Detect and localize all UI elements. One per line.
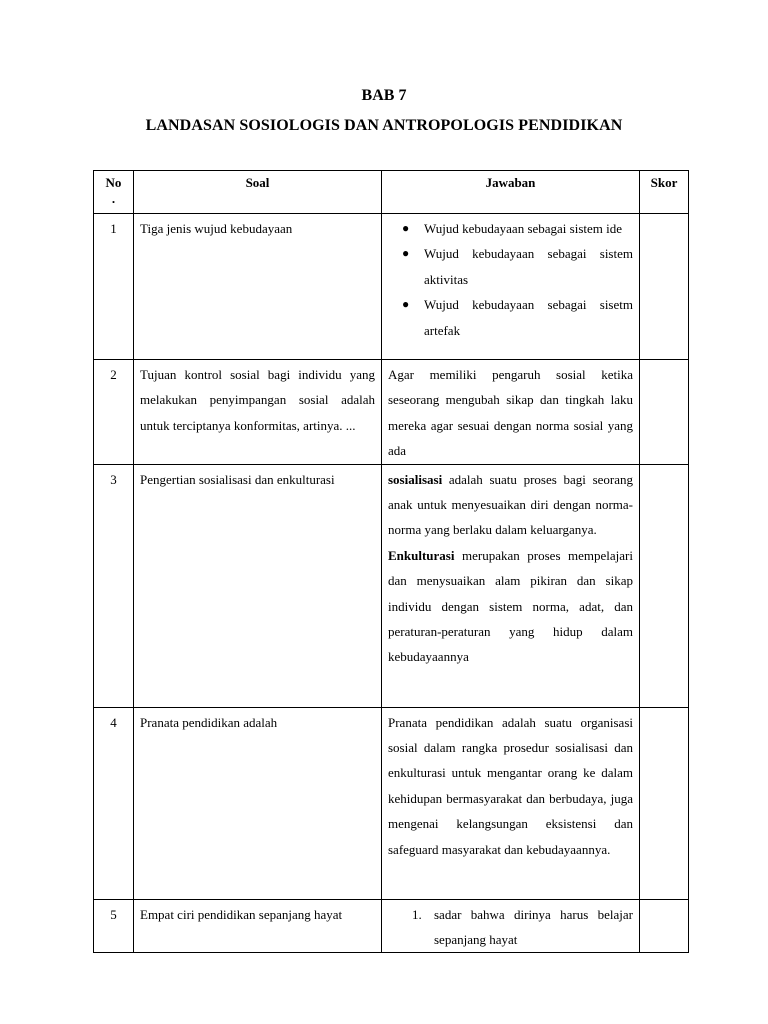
bullet-icon: ● [402,221,410,235]
header-soal: Soal [134,171,382,214]
answer-cell: Agar memiliki pengaruh sosial ketika seseorang mengubah sikap dan tingkah laku mereka agar sesuai dengan norma sosial yang ada [382,360,640,465]
score-cell [640,360,689,465]
header-skor: Skor [640,171,689,214]
table-row [94,464,689,707]
document-title: LANDASAN SOSIOLOGIS DAN ANTROPOLOGIS PENDIDIKAN [145,117,623,134]
list-item: 1. sadar bahwa dirinya harus belajar sepanjang hayat [412,906,633,948]
table-row [94,360,689,465]
question-table [93,170,689,953]
question-cell: Pranata pendidikan adalah [134,707,382,899]
list-item: ● Wujud kebudayaan sebagai sistem aktivitas [382,241,633,292]
row-number: 4 [94,707,134,899]
question-cell: Pengertian sosialisasi dan enkulturasi [134,464,382,707]
answer-cell [382,214,640,360]
score-cell [640,707,689,899]
question-cell: Empat ciri pendidikan sepanjang hayat [134,899,382,953]
row-number: 2 [94,360,134,465]
question-cell: Tiga jenis wujud kebudayaan [134,214,382,360]
list-item: ● Wujud kebudayaan sebagai sisetm artefak [382,292,633,343]
table-row [94,707,689,899]
score-cell [640,899,689,953]
bullet-icon: ● [402,246,410,261]
answer-cell [382,464,640,707]
row-number: 3 [94,464,134,707]
answer-paragraph: sosialisasi adalah suatu proses bagi seorang anak untuk menyesuaikan diri dengan norma-norma yang berlaku dalam keluarganya. [388,471,633,538]
header-no: No . [94,171,134,214]
table-row [94,899,689,953]
table-row [94,214,689,360]
answer-paragraph: Enkulturasi merupakan proses mempelajari dan menysuaikan alam pikiran dan sikap individu dengan sistem norma, adat, dan peraturan-peraturan yang hidup dalam kebudayaannya [388,547,633,665]
score-cell [640,464,689,707]
row-number: 5 [94,899,134,953]
list-item: ● Wujud kebudayaan sebagai sistem ide [382,216,633,241]
table-header-row [94,171,689,214]
answer-cell [382,899,640,953]
answer-cell: Pranata pendidikan adalah suatu organisasi sosial dalam rangka prosedur sosialisasi dan enkulturasi untuk mengantar orang ke dalam kehidupan bermasyarakat dan berbudaya, juga mengenai kelangsungan eksistensi dan safeguard masyarakat dan kebudayaannya. [382,707,640,899]
chapter-heading: BAB 7 [361,87,407,104]
header-jawaban: Jawaban [382,171,640,214]
question-cell: Tujuan kontrol sosial bagi individu yang melakukan penyimpangan sosial adalah untuk terciptanya konformitas, artinya. ... [134,360,382,465]
bullet-icon: ● [402,297,410,312]
score-cell [640,214,689,360]
row-number: 1 [94,214,134,360]
